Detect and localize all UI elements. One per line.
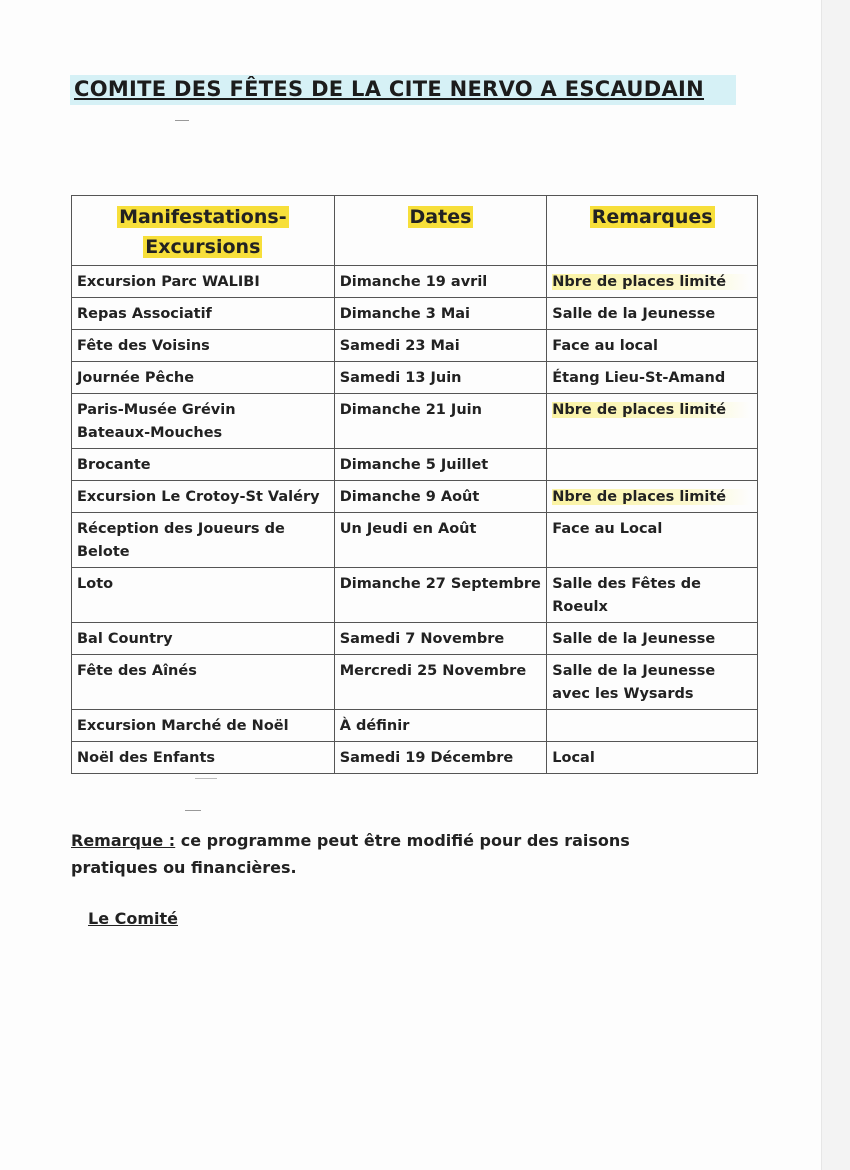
table-row bbox=[72, 710, 758, 742]
date-cell bbox=[334, 362, 547, 394]
event-cell bbox=[72, 710, 335, 742]
remark-cell bbox=[547, 655, 758, 710]
event-cell-text: Fête des Voisins bbox=[77, 338, 210, 354]
event-cell-text: Noël des Enfants bbox=[77, 750, 216, 766]
event-cell-text: Excursion Marché de Noël bbox=[77, 718, 289, 734]
remark-cell-text: Face au local bbox=[552, 338, 659, 354]
date-cell-text: Dimanche 5 Juillet bbox=[339, 457, 489, 473]
date-cell bbox=[334, 266, 547, 298]
event-cell bbox=[72, 266, 335, 298]
remark-cell-text: Nbre de places limité bbox=[552, 489, 750, 505]
date-cell-text: Samedi 7 Novembre bbox=[339, 631, 505, 647]
table-header-row bbox=[72, 196, 758, 266]
event-cell bbox=[72, 513, 335, 568]
event-cell-text: Brocante bbox=[77, 457, 151, 473]
event-cell bbox=[72, 568, 335, 623]
header-dates-label: Dates bbox=[409, 206, 472, 228]
event-cell-text: Journée Pêche bbox=[77, 370, 195, 386]
remark-cell bbox=[547, 362, 758, 394]
date-cell-text: Mercredi 25 Novembre bbox=[339, 663, 527, 679]
event-cell-text: Bal Country bbox=[77, 631, 173, 647]
remark-cell bbox=[547, 394, 758, 449]
remark-cell-text: Salle de la Jeunesse bbox=[552, 306, 716, 322]
page-title: COMITE DES FÊTES DE LA CITE NERVO A ESCAUDAIN bbox=[74, 77, 705, 101]
remark-cell bbox=[547, 710, 758, 742]
scanner-edge bbox=[821, 0, 850, 1170]
remark-cell bbox=[547, 298, 758, 330]
header-events bbox=[72, 196, 335, 266]
event-cell-text: Excursion Le Crotoy-St Valéry bbox=[77, 489, 320, 505]
remark-cell-text: Local bbox=[552, 750, 595, 766]
date-cell bbox=[334, 568, 547, 623]
scan-speck bbox=[185, 810, 201, 811]
scan-speck bbox=[175, 120, 189, 121]
date-cell bbox=[334, 513, 547, 568]
event-cell bbox=[72, 330, 335, 362]
note-paragraph bbox=[71, 827, 711, 881]
table-body bbox=[72, 266, 758, 774]
event-cell-text: Repas Associatif bbox=[77, 306, 212, 322]
signature: Le Comité bbox=[88, 909, 179, 928]
event-cell bbox=[72, 362, 335, 394]
event-cell bbox=[72, 298, 335, 330]
table-row bbox=[72, 623, 758, 655]
date-cell-text: Dimanche 27 Septembre bbox=[339, 576, 541, 592]
table-row bbox=[72, 394, 758, 449]
date-cell-text: Dimanche 19 avril bbox=[339, 274, 488, 290]
date-cell bbox=[334, 449, 547, 481]
date-cell-text: Samedi 23 Mai bbox=[339, 338, 460, 354]
remark-cell bbox=[547, 742, 758, 774]
header-remarks bbox=[547, 196, 758, 266]
event-cell-text: Réception des Joueurs de Belote bbox=[77, 521, 285, 560]
date-cell-text: Un Jeudi en Août bbox=[339, 521, 477, 537]
remark-cell bbox=[547, 568, 758, 623]
date-cell-text: Dimanche 3 Mai bbox=[339, 306, 471, 322]
note-text: ce programme peut être modifié pour des raisons pratiques ou financières. bbox=[71, 831, 630, 877]
remark-cell bbox=[547, 623, 758, 655]
date-cell bbox=[334, 742, 547, 774]
table-row bbox=[72, 742, 758, 774]
date-cell-text: Dimanche 21 Juin bbox=[339, 402, 482, 418]
remark-cell-text: Étang Lieu-St-Amand bbox=[552, 370, 726, 386]
remark-cell bbox=[547, 330, 758, 362]
remark-cell bbox=[547, 481, 758, 513]
event-cell bbox=[72, 481, 335, 513]
table-row bbox=[72, 655, 758, 710]
scan-speck bbox=[195, 778, 217, 779]
table-row bbox=[72, 298, 758, 330]
date-cell-text: Samedi 19 Décembre bbox=[339, 750, 514, 766]
date-cell-text: Dimanche 9 Août bbox=[339, 489, 480, 505]
event-cell bbox=[72, 655, 335, 710]
remark-cell-text: Salle des Fêtes de Roeulx bbox=[552, 576, 702, 615]
header-remarks-label: Remarques bbox=[591, 206, 713, 228]
header-events-line2: Excursions bbox=[145, 236, 261, 258]
remark-cell bbox=[547, 266, 758, 298]
event-cell bbox=[72, 742, 335, 774]
table-row bbox=[72, 481, 758, 513]
date-cell bbox=[334, 298, 547, 330]
note-label: Remarque : bbox=[71, 831, 176, 850]
event-cell bbox=[72, 449, 335, 481]
table-row bbox=[72, 362, 758, 394]
remark-cell-text: Salle de la Jeunesse bbox=[552, 631, 716, 647]
date-cell-text: À définir bbox=[339, 718, 410, 734]
table-row bbox=[72, 568, 758, 623]
remark-cell-text: Nbre de places limité bbox=[552, 402, 750, 418]
date-cell bbox=[334, 481, 547, 513]
table-row bbox=[72, 513, 758, 568]
event-cell bbox=[72, 394, 335, 449]
table-row bbox=[72, 449, 758, 481]
event-cell-text: Excursion Parc WALIBI bbox=[77, 274, 260, 290]
date-cell bbox=[334, 710, 547, 742]
date-cell bbox=[334, 330, 547, 362]
program-table bbox=[71, 195, 758, 774]
date-cell-text: Samedi 13 Juin bbox=[339, 370, 462, 386]
header-dates bbox=[334, 196, 547, 266]
event-cell-text: Fête des Aînés bbox=[77, 663, 197, 679]
remark-cell-text: Face au Local bbox=[552, 521, 663, 537]
table-row bbox=[72, 266, 758, 298]
date-cell bbox=[334, 623, 547, 655]
title-banner bbox=[70, 75, 736, 105]
event-cell bbox=[72, 623, 335, 655]
remark-cell bbox=[547, 513, 758, 568]
remark-cell-text: Nbre de places limité bbox=[552, 274, 750, 290]
remark-cell bbox=[547, 449, 758, 481]
event-cell-text: Loto bbox=[77, 576, 114, 592]
header-events-line1: Manifestations- bbox=[119, 206, 287, 228]
event-cell-text: Paris-Musée Grévin Bateaux-Mouches bbox=[77, 402, 236, 441]
date-cell bbox=[334, 655, 547, 710]
table-row bbox=[72, 330, 758, 362]
date-cell bbox=[334, 394, 547, 449]
remark-cell-text: Salle de la Jeunesse avec les Wysards bbox=[552, 663, 716, 702]
